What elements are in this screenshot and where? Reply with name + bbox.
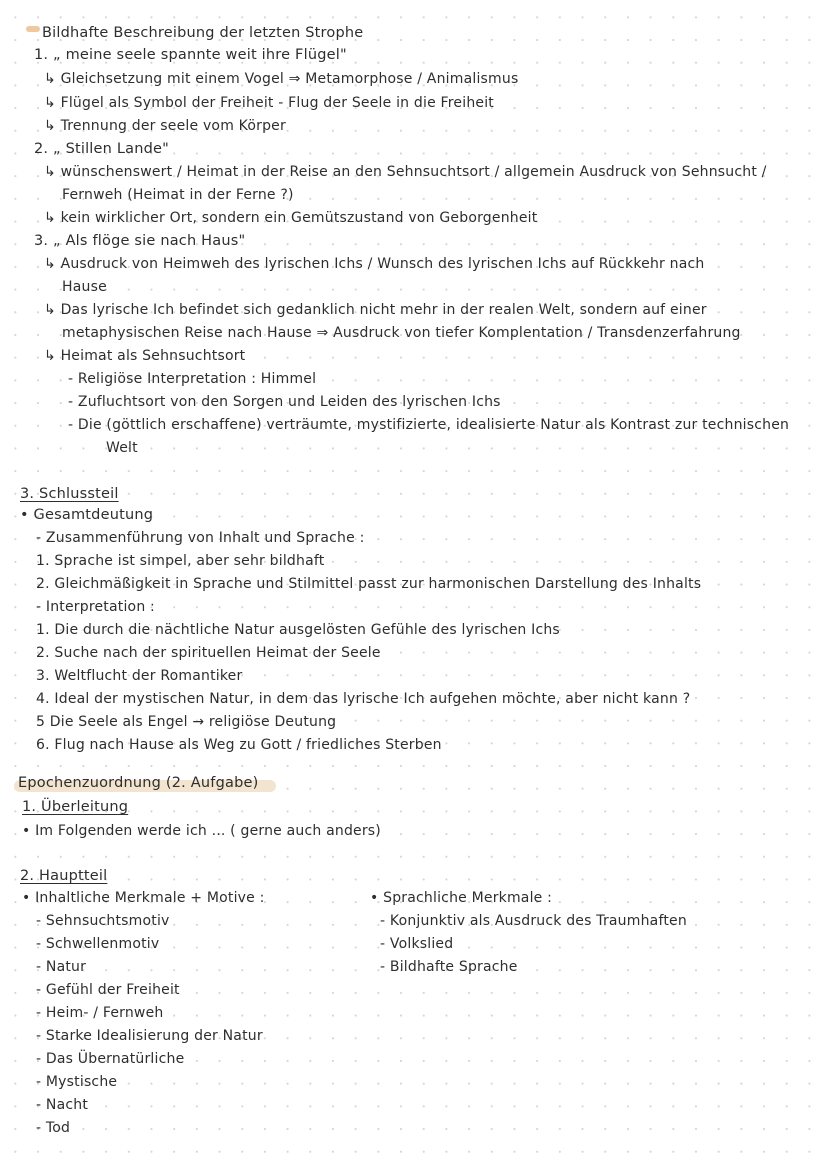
list-item-3-sub-3: ↳ Das lyrische Ich befindet sich gedanklich nicht mehr in der realen Welt, sondern auf einer	[44, 302, 707, 318]
list-item-3-dash-3: - Die (göttlich erschaffene) verträumte, mystifizierte, idealisierte Natur als Kontrast zur technischen	[68, 417, 790, 433]
content-feature-3: - Natur	[36, 959, 87, 975]
list-item-3-sub-1: ↳ Ausdruck von Heimweh des lyrischen Ichs / Wunsch des lyrischen Ichs auf Rückkehr nach	[44, 256, 705, 272]
content-features-label: • Inhaltliche Merkmale + Motive :	[22, 890, 265, 906]
subheading-transition: 1. Überleitung	[22, 799, 129, 815]
list-item-3-dash-2: - Zufluchtsort von den Sorgen und Leiden des lyrischen Ichs	[68, 394, 501, 410]
interpretation-item-3: 3. Weltflucht der Romantiker	[36, 668, 243, 684]
section-heading-epoch: Epochenzuordnung (2. Aufgabe)	[18, 775, 259, 791]
list-item-3-dash-1: - Religiöse Interpretation : Himmel	[68, 371, 317, 387]
content-feature-9: - Nacht	[36, 1097, 89, 1113]
list-item-3-sub-5: ↳ Heimat als Sehnsuchtsort	[44, 348, 246, 364]
content-feature-6: - Starke Idealisierung der Natur	[36, 1028, 263, 1044]
content-label: - Zusammenführung von Inhalt und Sprache :	[36, 530, 365, 546]
interpretation-label: - Interpretation :	[36, 599, 155, 615]
subheading-main-part: 2. Hauptteil	[20, 868, 108, 884]
language-feature-1: - Konjunktiv als Ausdruck des Traumhaften	[380, 913, 687, 929]
list-item-3-sub-2: Hause	[62, 279, 107, 295]
content-feature-8: - Mystische	[36, 1074, 118, 1090]
list-item-1: 1. „ meine seele spannte weit ihre Flügel"	[34, 47, 347, 63]
section-heading-conclusion: 3. Schlussteil	[20, 486, 119, 502]
language-feature-2: - Volkslied	[380, 936, 454, 952]
list-item-3-sub-4: metaphysischen Reise nach Hause ⇒ Ausdruck von tiefer Komplentation / Transdenzerfahrung	[62, 325, 741, 341]
list-item-1-sub-2: ↳ Flügel als Symbol der Freiheit - Flug der Seele in die Freiheit	[44, 95, 494, 111]
content-feature-2: - Schwellenmotiv	[36, 936, 160, 952]
language-feature-3: - Bildhafte Sprache	[380, 959, 518, 975]
list-item-1-sub-1: ↳ Gleichsetzung mit einem Vogel ⇒ Metamorphose / Animalismus	[44, 71, 519, 87]
language-features-label: • Sprachliche Merkmale :	[370, 890, 553, 906]
content-feature-7: - Das Übernatürliche	[36, 1051, 185, 1067]
interpretation-item-4: 4. Ideal der mystischen Natur, in dem das lyrische Ich aufgehen möchte, aber nicht kann ?	[36, 691, 691, 707]
list-item-1-sub-3: ↳ Trennung der seele vom Körper	[44, 118, 286, 134]
list-item-2: 2. „ Stillen Lande"	[34, 141, 170, 157]
subheading-overall-interpretation: • Gesamtdeutung	[20, 507, 154, 523]
heading-highlight-marker	[26, 26, 40, 32]
content-feature-1: - Sehnsuchtsmotiv	[36, 913, 170, 929]
list-item-2-sub-1: ↳ wünschenswert / Heimat in der Reise an den Sehnsuchtsort / allgemein Ausdruck von Sehnsucht /	[44, 164, 767, 180]
list-item-2-sub-3: ↳ kein wirklicher Ort, sondern ein Gemütszustand von Geborgenheit	[44, 210, 538, 226]
transition-item: • Im Folgenden werde ich ... ( gerne auch anders)	[22, 823, 381, 839]
interpretation-item-2: 2. Suche nach der spirituellen Heimat der Seele	[36, 645, 381, 661]
interpretation-item-1: 1. Die durch die nächtliche Natur ausgelösten Gefühle des lyrischen Ichs	[36, 622, 560, 638]
content-feature-5: - Heim- / Fernweh	[36, 1005, 164, 1021]
content-feature-4: - Gefühl der Freiheit	[36, 982, 180, 998]
interpretation-item-6: 6. Flug nach Hause als Weg zu Gott / friedliches Sterben	[36, 737, 442, 753]
content-item-1: 1. Sprache ist simpel, aber sehr bildhaft	[36, 553, 325, 569]
content-feature-10: - Tod	[36, 1120, 71, 1136]
section-heading-imagery: Bildhafte Beschreibung der letzten Strophe	[42, 25, 364, 41]
list-item-3-dash-4: Welt	[106, 440, 138, 456]
interpretation-item-5: 5 Die Seele als Engel → religiöse Deutung	[36, 714, 337, 730]
list-item-3: 3. „ Als flöge sie nach Haus"	[34, 233, 246, 249]
list-item-2-sub-2: Fernweh (Heimat in der Ferne ?)	[62, 187, 294, 203]
content-item-2: 2. Gleichmäßigkeit in Sprache und Stilmittel passt zur harmonischen Darstellung des Inhalts	[36, 576, 702, 592]
